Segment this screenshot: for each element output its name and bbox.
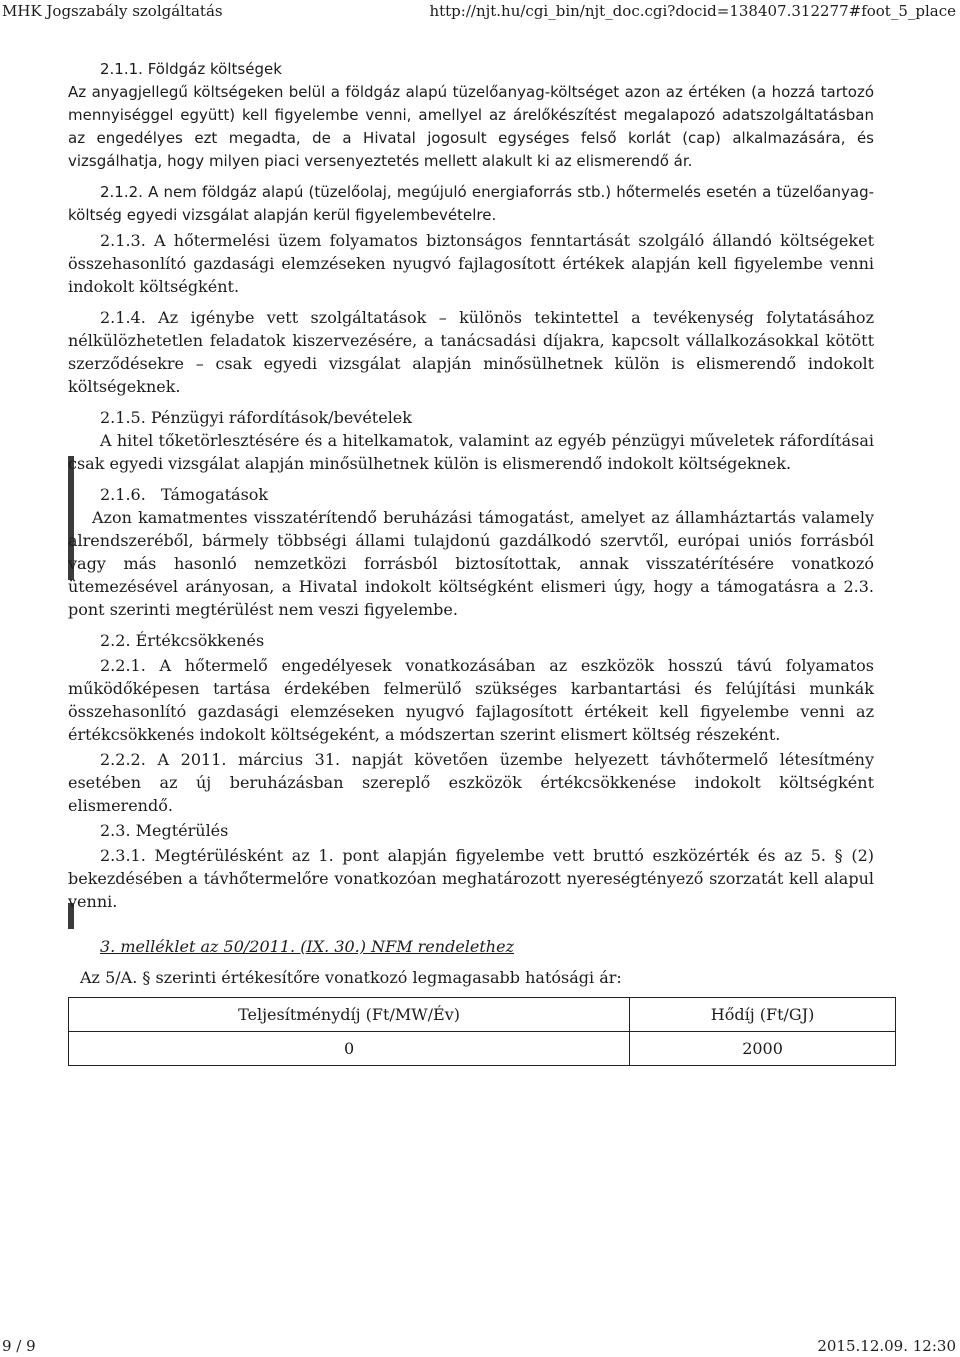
section-2-1-6-text: Azon kamatmentes visszatérítendő beruházási támogatást, amelyet az államháztartás valamely alrendszeréből, bármely többségi állami tulajdonú gazdálkodó szervtől, európai uniós forrásból vagy más hasonló nemzetközi forrásból biztosítottak, annak visszatérítésére vonatkozó ütemezésével arányosan, a Hivatal indokolt költségként elismeri úgy, hogy a támogatásra a 2.3. pont szerinti megtérülést nem veszi figyelembe.	[68, 508, 874, 619]
annex-heading	[100, 935, 874, 958]
annex-link[interactable]: 3. melléklet az 50/2011. (IX. 30.) NFM rendelethez	[100, 937, 515, 956]
table-header-cell: Teljesítménydíj (Ft/MW/Év)	[69, 998, 630, 1032]
section-2-2-2-text: 2.2.2. A 2011. március 31. napját követően üzembe helyezett távhőtermelő létesítmény esetében az új beruházásban szereplő eszközök értékcsökkenése indokolt költségként elismerendő.	[68, 750, 874, 815]
section-2-1-1-text: Az anyagjellegű költségeken belül a földgáz alapú tüzelőanyag-költséget azon az értéken (a hozzá tartozó mennyiséggel együtt) kell figyelembe venni, amellyel az árelőkészítést megalapozó adatszolgáltatásban az engedélyes ezt megadta, de a Hivatal jogosult egységes felső korlát (cap) alkalmazására, és vizsgálhatja, hogy milyen piaci versenyeztetés mellett alakult ki az elismerendő ár.	[68, 83, 874, 170]
section-2-3-1-text: 2.3.1. Megtérülésként az 1. pont alapján figyelembe vett bruttó eszközérték és az 5. § (2) bekezdésében a távhőtermelőre vonatkozóan meghatározott nyereségtényező szorzatát kell alapul venni.	[68, 846, 874, 911]
table-header-cell: Hődíj (Ft/GJ)	[630, 998, 896, 1032]
page-header-title: MHK Jogszabály szolgáltatás	[2, 2, 223, 20]
table-cell: 2000	[630, 1032, 896, 1066]
section-2-2-1-text: 2.2.1. A hőtermelő engedélyesek vonatkozásában az eszközök hosszú távú folyamatos működőképesen tartása érdekében felmerülő szükséges karbantartási és felújítási munkák összehasonlító gazdasági elemzéseken nyugvó fajlagosított értékeit kell figyelembe venni az értékcsökkenés indokolt költségeként, a módszertan szerint elismert költség részeként.	[68, 656, 874, 744]
section-2-1-3-text: 2.1.3. A hőtermelési üzem folyamatos biztonságos fenntartását szolgáló állandó költségeket összehasonlító gazdasági elemzéseken nyugvó fajlagosított értékek alapján kell figyelembe venni indokolt költségként.	[68, 231, 874, 296]
print-datetime: 2015.12.09. 12:30	[817, 1337, 956, 1355]
page-number: 9 / 9	[2, 1337, 36, 1355]
section-2-1-6-title: 2.1.6. Támogatások	[100, 485, 269, 504]
page-header-url[interactable]: http://njt.hu/cgi_bin/njt_doc.cgi?docid=138407.312277#foot_5_place	[429, 2, 956, 20]
section-2-2-title: 2.2. Értékcsökkenés	[100, 631, 265, 650]
section-2-1-2-text: 2.1.2. A nem földgáz alapú (tüzelőolaj, megújuló energiaforrás stb.) hőtermelés esetén a tüzelőanyag-költség egyedi vizsgálat alapján kerül figyelembevételre.	[68, 183, 874, 224]
section-2-1-1-title: 2.1.1. Földgáz költségek	[100, 60, 282, 78]
section-2-1-4-text: 2.1.4. Az igénybe vett szolgáltatások – különös tekintettel a tevékenység folytatásához nélkülözhetetlen feladatok kiszervezésére, a tanácsadási díjakra, kapcsolt vállalkozásokkal kötött szerződésekre – csak egyedi vizsgálat alapján minősülhetnek külön is elismerendő indokolt költségeknek.	[68, 308, 874, 396]
table-header-row	[69, 998, 896, 1032]
section-2-3-title: 2.3. Megtérülés	[100, 821, 229, 840]
table-row	[69, 1032, 896, 1066]
table-cell: 0	[69, 1032, 630, 1066]
section-2-1-5-text: A hitel tőketörlesztésére és a hitelkamatok, valamint az egyéb pénzügyi műveletek ráfordításai csak egyedi vizsgálat alapján minősülhetnek külön is elismerendő indokolt költségeknek.	[68, 431, 874, 473]
document-body	[68, 58, 874, 1066]
price-table	[68, 997, 896, 1066]
annex-intro: Az 5/A. § szerinti értékesítőre vonatkozó legmagasabb hatósági ár:	[80, 968, 622, 987]
section-2-1-5-title: 2.1.5. Pénzügyi ráfordítások/bevételek	[100, 408, 412, 427]
